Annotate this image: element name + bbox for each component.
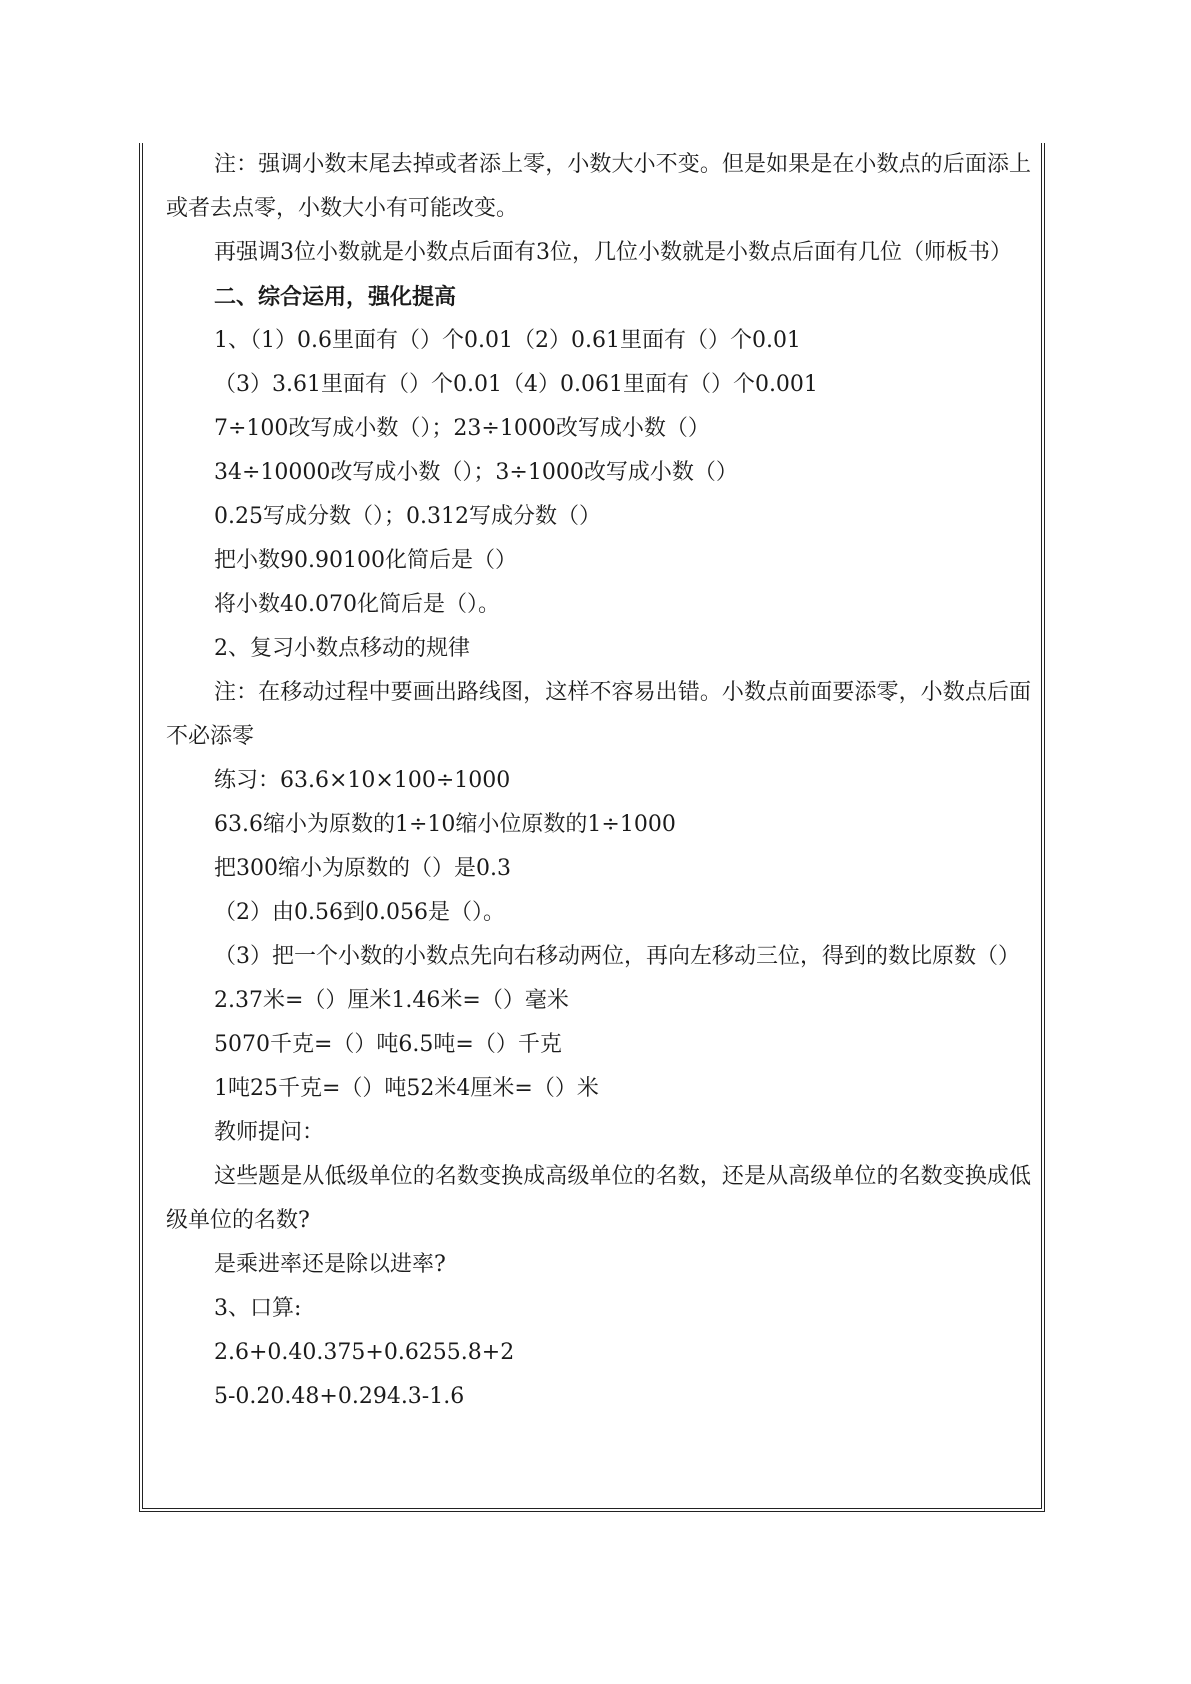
exercise-line: 34÷10000改写成小数（）；3÷1000改写成小数（）: [214, 460, 738, 485]
exercise-line: 2.37米=（）厘米1.46米=（）毫米: [214, 988, 569, 1013]
exercise-line: 把小数90.90100化简后是（）: [214, 548, 517, 573]
subsection-title: 3、口算:: [214, 1296, 302, 1321]
exercise-line: 将小数40.070化简后是（）。: [214, 592, 500, 617]
lesson-content: [166, 143, 1031, 1419]
section-heading: 二、综合运用，强化提高: [214, 284, 457, 310]
exercise-line: 7÷100改写成小数（）；23÷1000改写成小数（）: [214, 416, 710, 441]
exercise-line: 把300缩小为原数的（）是0.3: [214, 856, 511, 881]
note-paragraph: 注：在移动过程中要画出路线图，这样不容易出错。小数点前面要添零，小数点后面不必添零: [166, 680, 1031, 749]
exercise-line: 5070千克=（）吨6.5吨=（）千克: [214, 1032, 562, 1057]
exercise-line: （3）3.61里面有（）个0.01（4）0.061里面有（）个0.001: [214, 372, 818, 397]
exercise-line: 1、（1）0.6里面有（）个0.01（2）0.61里面有（）个0.01: [214, 328, 801, 353]
exercise-line: 1吨25千克=（）吨52米4厘米=（）米: [214, 1076, 599, 1101]
question-paragraph: 这些题是从低级单位的名数变换成高级单位的名数，还是从高级单位的名数变换成低级单位的名数?: [166, 1164, 1031, 1233]
teacher-question-label: 教师提问：: [214, 1120, 325, 1145]
exercise-line: （2）由0.56到0.056是（）。: [214, 900, 505, 925]
note-paragraph: 注：强调小数末尾去掉或者添上零，小数大小不变。但是如果是在小数点的后面添上或者去点零，小数大小有可能改变。: [166, 152, 1031, 221]
exercise-paragraph: （3）把一个小数的小数点先向右移动两位，再向左移动三位，得到的数比原数（）: [214, 944, 1020, 969]
mental-math-line: 2.6+0.40.375+0.6255.8+2: [214, 1340, 515, 1365]
question-line: 是乘进率还是除以进率?: [214, 1252, 446, 1277]
exercise-line: 练习：63.6×10×100÷1000: [214, 768, 511, 793]
exercise-line: 63.6缩小为原数的1÷10缩小位原数的1÷1000: [214, 812, 676, 837]
note-paragraph: 再强调3位小数就是小数点后面有3位，几位小数就是小数点后面有几位（师板书）: [214, 240, 1012, 265]
subsection-title: 2、复习小数点移动的规律: [214, 636, 470, 661]
mental-math-line: 5-0.20.48+0.294.3-1.6: [214, 1384, 465, 1409]
exercise-line: 0.25写成分数（）；0.312写成分数（）: [214, 504, 601, 529]
